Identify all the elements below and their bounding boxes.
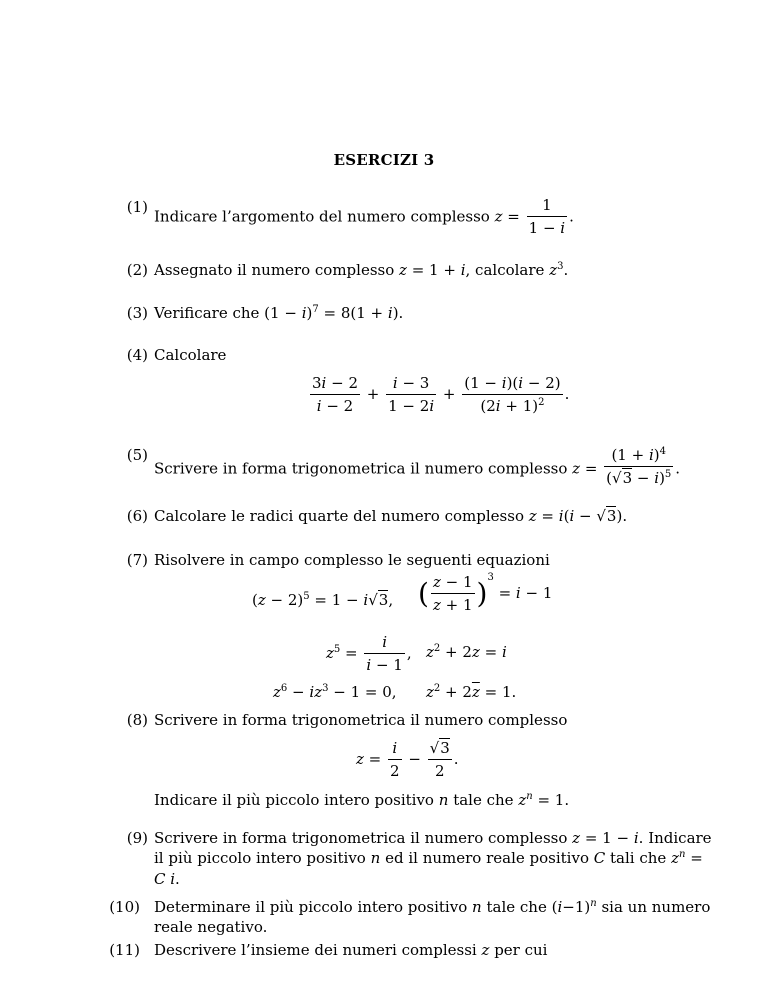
exercise-text: Indicare l’argomento del numero complesso z = $\frac{1}{1 - i}$ .	[154, 196, 574, 238]
fraction: $\frac{1}{1 - i}$	[528, 196, 566, 238]
page-title: ESERCIZI 3	[333, 151, 435, 169]
exercise-number: (10)	[109, 898, 140, 916]
exercise-number: (5)	[126, 446, 148, 464]
equation: $z^5$ = $\frac{i}{i - 1}$ ,	[326, 633, 412, 675]
exercise-number: (6)	[126, 507, 148, 525]
equation: $(z - 2)^5 = 1 - i√3$,	[252, 591, 394, 609]
exercise-text: Risolvere in campo complesso le seguenti equazioni	[154, 551, 550, 569]
exercise-number: (9)	[126, 829, 148, 847]
exercise-text-2: Indicare il più piccolo intero positivo n tale che $z^n = 1$.	[154, 791, 570, 809]
exercise-text: Assegnato il numero complesso z = 1 + i, calcolare $z^3$.	[154, 261, 569, 279]
exercise-number: (2)	[126, 261, 148, 279]
exercise-number: (7)	[126, 551, 148, 569]
exercise-text: Calcolare le radici quarte del numero complesso z = i(i − √3).	[154, 507, 628, 525]
exercise-text: Scrivere in forma trigonometrica il numero complesso z = $\frac{(1 + i)^4}{(√3 - i)^5}$ .	[154, 446, 681, 488]
equation: $z^6 - iz^3 - 1 = 0$,	[273, 683, 397, 701]
exercise-number: (8)	[126, 711, 148, 729]
exercise-number: (3)	[126, 304, 148, 322]
exercise-text: Scrivere in forma trigonometrica il numero complesso	[154, 711, 568, 729]
exercise-text: Calcolare	[154, 346, 227, 364]
exercise-number: (4)	[126, 346, 148, 364]
exercise-text: Descrivere l’insieme dei numeri complessi z per cui	[154, 941, 548, 959]
exercise-text: Verificare che $(1 - i)^7 = 8(1 + i)$.	[154, 304, 404, 322]
exercise-number: (1)	[126, 198, 148, 216]
equation: $z^2 + 2\overline{z} = 1$.	[426, 683, 517, 701]
exercise-number: (11)	[109, 941, 140, 959]
exercise-text: Determinare il più piccolo intero positivo n tale che $(i-1)^n$ sia un numero reale negativo.	[154, 898, 711, 937]
display-formula: z = $\frac{i}{2}$ − $\frac{√3}{2}$ .	[356, 739, 459, 781]
exercise-text: Scrivere in forma trigonometrica il numero complesso z = 1 − i. Indicare il più piccolo intero positivo n ed il numero reale positivo C tali che $z^n = C$ i.	[154, 829, 712, 888]
display-formula: $\frac{3i - 2}{i - 2}$ + $\frac{i - 3}{1 - 2i}$ + $\frac{(1 - i)(i - 2)}{(2i + 1)^2}$ .	[312, 374, 570, 416]
equation: $z^2 + 2z = i$	[426, 643, 507, 661]
equation: ( $\frac{z - 1}{z + 1}$ )$^3$ = i − 1	[418, 571, 553, 615]
